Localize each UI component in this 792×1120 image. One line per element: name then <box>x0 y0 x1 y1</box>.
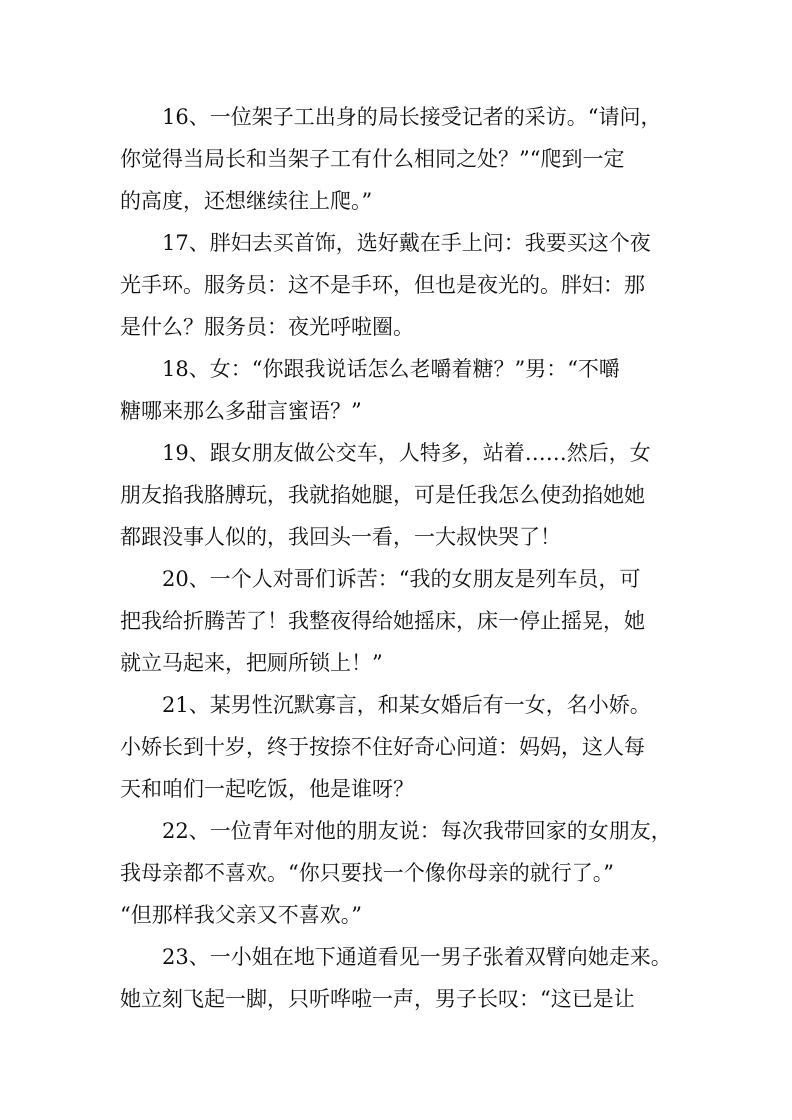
text-line: 16、一位架子工出身的局长接受记者的采访。“请问， <box>162 105 662 129</box>
text-line: 都跟没事人似的，我回头一看，一大叔快哭了！ <box>120 525 561 549</box>
text-line: 20、一个人对哥们诉苦：“我的女朋友是列车员，可 <box>162 567 641 591</box>
text-line: 是什么？服务员：夜光呼啦圈。 <box>120 315 414 339</box>
text-line: 17、胖妇去买首饰，选好戴在手上问：我要买这个夜 <box>162 231 651 255</box>
text-line: 她立刻飞起一脚，只听哗啦一声，男子长叹：“这已是让 <box>120 987 635 1011</box>
text-line: 就立马起来，把厕所锁上！” <box>120 651 383 675</box>
text-line: 天和咱们一起吃饭，他是谁呀？ <box>120 777 414 801</box>
text-line: “但那样我父亲又不喜欢。” <box>120 903 362 927</box>
text-line: 小娇长到十岁，终于按捺不住好奇心问道：妈妈，这人每 <box>120 735 645 759</box>
text-line: 的高度，还想继续往上爬。” <box>120 189 373 213</box>
text-line: 我母亲都不喜欢。“你只要找一个像你母亲的就行了。” <box>120 861 614 885</box>
text-line: 朋友掐我胳膊玩，我就掐她腿，可是任我怎么使劲掐她她 <box>120 483 645 507</box>
text-line: 糖哪来那么多甜言蜜语？” <box>120 399 362 423</box>
text-line: 21、某男性沉默寡言，和某女婚后有一女，名小娇。 <box>162 693 651 717</box>
text-line: 23、一小姐在地下通道看见一男子张着双臂向她走来。 <box>162 945 672 969</box>
text-line: 22、一位青年对他的朋友说：每次我带回家的女朋友， <box>162 819 672 843</box>
text-line: 19、跟女朋友做公交车，人特多，站着……然后，女 <box>162 441 651 465</box>
text-line: 把我给折腾苦了！我整夜得给她摇床，床一停止摇晃，她 <box>120 609 645 633</box>
text-line: 光手环。服务员：这不是手环，但也是夜光的。胖妇：那 <box>120 273 645 297</box>
text-line: 18、女：“你跟我说话怎么老嚼着糖？”男：“不嚼 <box>162 357 620 381</box>
text-line: 你觉得当局长和当架子工有什么相同之处？”“爬到一定 <box>120 147 625 171</box>
